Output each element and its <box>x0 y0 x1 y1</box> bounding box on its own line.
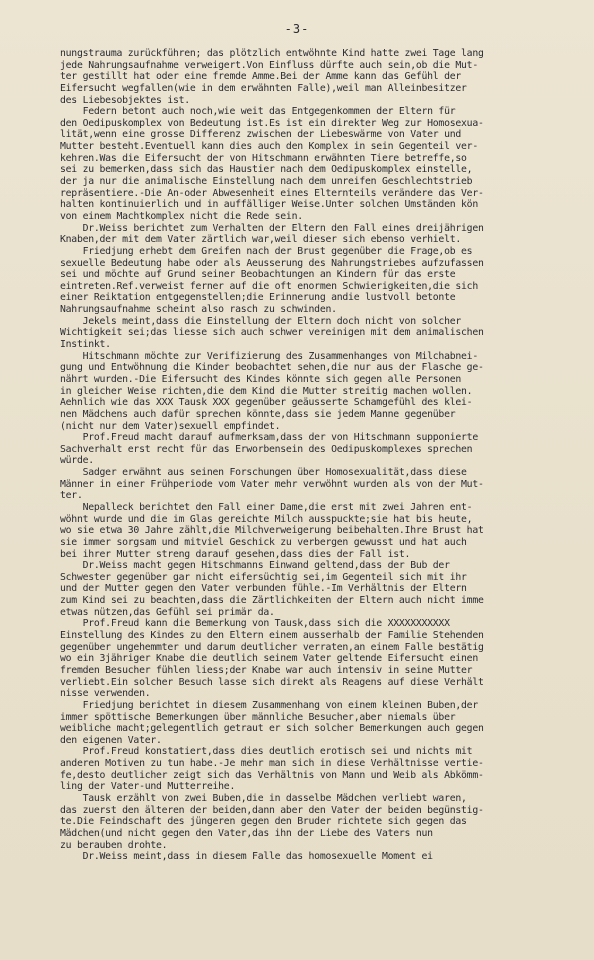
text-line: halten kontinuierlich und in auffälliger Weise.Unter solchen Umständen kön <box>60 199 478 211</box>
text-line: immer spöttische Bemerkungen über männliche Besucher,aber niemals über <box>60 711 456 723</box>
text-line: nungstrauma zurückführen; das plötzlich entwöhnte Kind hatte zwei Tage lang <box>60 48 484 59</box>
text-line: den Oedipuskomplex von Bedeutung ist.Es ist ein direkter Weg zur Homosexua- <box>60 117 484 129</box>
text-line: te.Die Feindschaft des jüngeren gegen den Bruder richtete sich gegen das <box>60 816 467 828</box>
text-line: sexuelle Bedeutung habe oder als Aeusserung des Nahrungstriebes aufzufassen <box>60 257 484 269</box>
text-line: der ja nur die animalische Einstellung nach dem unreifen Geschlechtstrieb <box>60 176 473 188</box>
text-line: nährt wurden.-Die Eifersucht des Kindes könnte sich gegen alle Personen <box>60 373 462 385</box>
text-line: Sachverhalt erst recht für das Erworbensein des Oedipuskomplexes sprechen <box>60 443 473 455</box>
text-line: Eifersucht wegfallen(wie in dem erwähnten Falle),weil man Alleinbesitzer <box>60 82 467 94</box>
text-line: Friedjung erhebt dem Greifen nach der Brust gegenüber die Frage,ob es <box>60 245 473 257</box>
text-line: Instinkt. <box>60 339 111 351</box>
text-line: würde. <box>60 455 94 467</box>
text-line: repräsentiere.-Die An-oder Abwesenheit eines Elternteils verändere das Ver- <box>60 187 484 199</box>
text-line: wo ein 3jähriger Knabe die deutlich seinem Vater geltende Eifersucht einen <box>60 653 478 665</box>
text-line: von einem Machtkomplex nicht die Rede sein. <box>60 210 303 222</box>
text-line: einer Reiktation entgegenstellen;die Erinnerung andie lustvoll betonte <box>60 292 456 304</box>
text-line: zu berauben drohte. <box>60 839 168 851</box>
text-line: fremden Besucher fühlen liess;der Knabe war auch intensiv in seine Mutter <box>60 664 473 676</box>
text-line: bei ihrer Mutter streng darauf gesehen,dass dies der Fall ist. <box>60 548 411 560</box>
text-line: weibliche macht;gelegentlich getraut er sich solcher Bemerkungen auch gegen <box>60 723 484 735</box>
text-line: ter gestillt hat oder eine fremde Amme.Bei der Amme kann das Gefühl der <box>60 71 462 83</box>
text-line: wöhnt wurde und die im Glas gereichte Milch ausspuckte;sie hat bis heute, <box>60 513 473 525</box>
typewritten-body <box>60 48 580 863</box>
text-line: Nepalleck berichtet den Fall einer Dame,die erst mit zwei Jahren ent- <box>60 501 473 513</box>
text-line: Prof.Freud konstatiert,dass dies deutlich erotisch sei und nichts mit <box>60 746 473 758</box>
text-line: Hitschmann möchte zur Verifizierung des Zusammenhanges von Milchabnei- <box>60 350 478 362</box>
text-line: fe,desto deutlicher zeigt sich das Verhältnis von Mann und Weib als Abkömm- <box>60 769 484 781</box>
text-line: verliebt.Ein solcher Besuch lasse sich direkt als Reagens auf diese Verhält <box>60 676 484 688</box>
text-line: Schwester gegenüber gar nicht eifersüchtig sei,im Gegenteil sich mit ihr <box>60 571 467 583</box>
text-line: gung und Entwöhnung die Kinder beobachtet sehen,die nur aus der Flasche ge- <box>60 362 484 374</box>
text-line: Dr.Weiss berichtet zum Verhalten der Eltern den Fall eines dreijährigen <box>60 222 484 234</box>
text-line: gegenüber ungehemmter und darum deutlicher verraten,an einem Falle bestätig <box>60 641 484 653</box>
text-line: nen Mädchens auch dafür sprechen könnte,dass sie jedem Manne gegenüber <box>60 408 456 420</box>
text-line: wo sie etwa 30 Jahre zählt,die Milchverweigerung beibehalten.Ihre Brust hat <box>60 525 484 537</box>
text-line: Friedjung berichtet in diesem Zusammenhang von einem kleinen Buben,der <box>60 699 478 711</box>
text-line: Tausk erzählt von zwei Buben,die in dasselbe Mädchen verliebt waren, <box>60 793 467 804</box>
text-line: sie immer sorgsam und mitviel Geschick zu verbergen gewusst und hat auch <box>60 536 467 548</box>
text-line: und der Mutter gegen den Vater verbunden fühle.-Im Verhältnis der Eltern <box>60 583 467 595</box>
text-line: Dr.Weiss meint,dass in diesem Falle das homosexuelle Moment ei <box>60 851 433 863</box>
text-line: Wichtigkeit sei;das liesse sich auch schwer vereinigen mit dem animalischen <box>60 327 484 339</box>
text-line: ling der Vater-und Mutterreihe. <box>60 781 236 793</box>
text-line: das zuerst den älteren der beiden,dann aber den Vater der beiden begünstig- <box>60 804 484 816</box>
text-line: Prof.Freud macht darauf aufmerksam,dass der von Hitschmann supponierte <box>60 432 478 444</box>
text-line: eintreten.Ref.verweist ferner auf die oft enormen Schwierigkeiten,die sich <box>60 280 478 292</box>
text-line: (nicht nur dem Vater)sexuell empfindet. <box>60 420 281 432</box>
text-line: ter. <box>60 490 83 502</box>
text-line: Federn betont auch noch,wie weit das Entgegenkommen der Eltern für <box>60 106 456 118</box>
text-line: Jekels meint,dass die Einstellung der Eltern doch nicht von solcher <box>60 315 462 327</box>
text-line: sei zu bemerken,dass sich das Haustier nach dem Oedipuskomplex einstelle, <box>60 164 473 176</box>
text-line: Dr.Weiss macht gegen Hitschmanns Einwand geltend,dass der Bub der <box>60 560 450 572</box>
text-line: kehren.Was die Eifersucht der von Hitschmann erwähnten Tiere betreffe,so <box>60 152 467 164</box>
text-line: zum Kind sei zu beachten,dass die Zärtlichkeiten der Eltern auch nicht imme <box>60 595 484 607</box>
text-line: den eigenen Vater. <box>60 734 162 746</box>
text-line: in gleicher Weise richten,die dem Kind die Mutter streitig machen wollen. <box>60 385 473 397</box>
text-line: Männer in einer Frühperiode vom Vater mehr verwöhnt wurden als von der Mut- <box>60 478 484 490</box>
text-line: lität,wenn eine grosse Differenz zwischen der Liebeswärme von Vater und <box>60 129 462 141</box>
text-line: sei und möchte auf Grund seiner Beobachtungen an Kindern für das erste <box>60 269 456 281</box>
page-number: -3- <box>284 22 310 36</box>
text-line: Einstellung des Kindes zu den Eltern einem ausserhalb der Familie Stehenden <box>60 630 484 642</box>
text-line: Mutter besteht.Eventuell kann dies auch den Komplex in sein Gegenteil ver- <box>60 141 478 153</box>
text-line: Prof.Freud kann die Bemerkung von Tausk,dass sich die XXXXXXXXXXX <box>60 618 450 630</box>
text-line: nisse verwenden. <box>60 688 151 700</box>
text-line: Sadger erwähnt aus seinen Forschungen über Homosexualität,dass diese <box>60 467 467 479</box>
text-line: Mädchen(und nicht gegen den Vater,das ihn der Liebe des Vaters nun <box>60 827 433 839</box>
text-line: jede Nahrungsaufnahme verweigert.Von Einfluss dürfte auch sein,ob die Mut- <box>60 59 478 71</box>
text-line: etwas nützen,das Gefühl sei primär da. <box>60 606 275 618</box>
text-line: anderen Motiven zu tun habe.-Je mehr man sich in diese Verhältnisse vertie- <box>60 758 484 770</box>
text-line: Aehnlich wie das XXX Tausk XXX gegenüber geäusserte Schamgefühl des klei- <box>60 397 473 409</box>
text-line: Nahrungsaufnahme scheint also rasch zu schwinden. <box>60 304 337 316</box>
text-line: des Liebesobjektes ist. <box>60 94 190 106</box>
text-line: Knaben,der mit dem Vater zärtlich war,weil dieser sich ebenso verhielt. <box>60 234 462 246</box>
